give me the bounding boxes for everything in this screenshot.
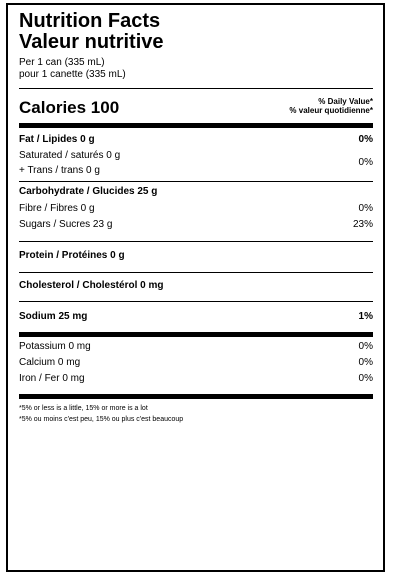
nutrient-percent: 0%	[358, 357, 373, 368]
title-en: Nutrition Facts	[19, 10, 161, 32]
nutrient-percent: 0%	[358, 341, 373, 352]
nutrient-label: Sugars / Sucres 23 g	[19, 219, 113, 230]
nutrient-percent: 0%	[358, 203, 373, 214]
nutrient-label: Sodium 25 mg	[19, 311, 88, 322]
nutrient-label: Calcium 0 mg	[19, 357, 81, 368]
thick-divider	[19, 123, 373, 128]
nutrient-label: Fat / Lipides 0 g	[19, 134, 95, 145]
divider	[19, 301, 373, 302]
nutrient-row-sodium	[19, 310, 373, 324]
nutrient-label: Protein / Protéines 0 g	[19, 250, 125, 261]
nutrient-label: Carbohydrate / Glucides 25 g	[19, 186, 158, 197]
nutrient-row-iron	[19, 372, 373, 386]
serving-size-en: Per 1 can (335 mL)	[19, 57, 105, 68]
nutrient-row-calcium	[19, 356, 373, 370]
nutrient-label: + Trans / trans 0 g	[19, 165, 100, 176]
nutrient-percent: 0%	[358, 373, 373, 384]
nutrient-label: Iron / Fer 0 mg	[19, 373, 85, 384]
nutrient-percent: 0%	[358, 134, 373, 145]
thick-divider	[19, 394, 373, 399]
daily-value-header-en: % Daily Value*	[318, 97, 373, 106]
nutrient-label: Fibre / Fibres 0 g	[19, 203, 95, 214]
footnote-en: *5% or less is a little, 15% or more is a lot	[19, 405, 148, 412]
divider	[19, 241, 373, 242]
daily-value-header-fr: % valeur quotidienne*	[289, 106, 373, 115]
thick-divider	[19, 332, 373, 337]
nutrient-label: Saturated / saturés 0 g	[19, 150, 121, 161]
divider	[19, 272, 373, 273]
nutrition-facts-panel	[6, 3, 385, 572]
divider	[19, 88, 373, 89]
nutrient-row-fibre	[19, 202, 373, 216]
nutrient-label: Cholesterol / Cholestérol 0 mg	[19, 280, 164, 291]
nutrient-row-carbohydrate	[19, 185, 373, 199]
nutrient-row-cholesterol	[19, 279, 373, 293]
nutrient-percent: 23%	[352, 219, 373, 230]
nutrient-row-sugars	[19, 218, 373, 232]
nutrient-row-fat	[19, 133, 373, 147]
footnote-fr: *5% ou moins c'est peu, 15% ou plus c'est beaucoup	[19, 416, 184, 423]
nutrient-percent: 0%	[358, 157, 373, 168]
nutrient-row-potassium	[19, 340, 373, 354]
divider	[19, 181, 373, 182]
nutrient-percent: 1%	[358, 311, 373, 322]
nutrient-row-trans	[19, 164, 373, 178]
title-fr: Valeur nutritive	[19, 31, 164, 53]
serving-size-fr: pour 1 canette (335 mL)	[19, 69, 126, 80]
calories-value: Calories 100	[19, 98, 120, 117]
nutrient-row-protein	[19, 249, 373, 263]
nutrient-label: Potassium 0 mg	[19, 341, 91, 352]
